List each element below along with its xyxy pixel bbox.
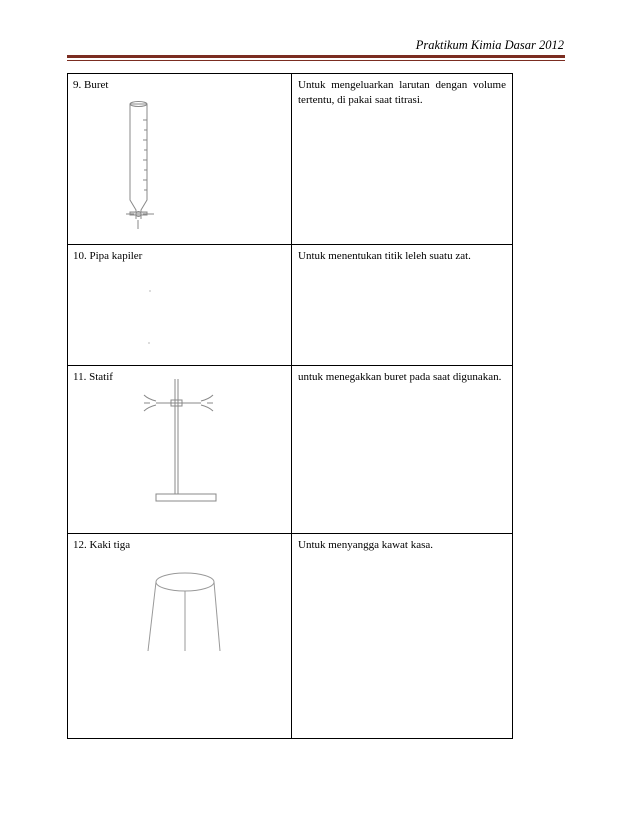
equipment-description-cell <box>292 74 513 245</box>
equipment-name: 12. Kaki tiga <box>73 539 131 551</box>
table-row <box>68 534 513 739</box>
tripod-icon <box>68 534 291 738</box>
header-rule-thin <box>67 60 565 61</box>
equipment-table <box>67 73 513 739</box>
equipment-name-cell <box>68 74 292 245</box>
equipment-description: Untuk menyangga kawat kasa. <box>298 539 434 551</box>
equipment-description-cell <box>292 245 513 366</box>
equipment-description: Untuk mengeluarkan larutan dengan volume tertentu, di pakai saat titrasi. <box>298 79 506 106</box>
equipment-name-cell <box>68 245 292 366</box>
table-row <box>68 74 513 245</box>
retort-stand-icon <box>68 366 291 533</box>
table-row <box>68 366 513 534</box>
equipment-name: 10. Pipa kapiler <box>73 250 143 262</box>
equipment-description: untuk menegakkan buret pada saat digunakan. <box>298 371 502 383</box>
header-rule-thick <box>67 55 565 58</box>
table-row <box>68 245 513 366</box>
buret-icon <box>68 74 291 244</box>
page-header-title: Praktikum Kimia Dasar 2012 <box>415 38 564 52</box>
equipment-name-cell <box>68 366 292 534</box>
equipment-description-cell <box>292 366 513 534</box>
equipment-name-cell <box>68 534 292 739</box>
capillary-pipe-icon <box>68 245 291 365</box>
equipment-name: 11. Statif <box>73 371 113 383</box>
equipment-description-cell <box>292 534 513 739</box>
equipment-name: 9. Buret <box>73 79 109 91</box>
equipment-description: Untuk menentukan titik leleh suatu zat. <box>298 250 471 262</box>
